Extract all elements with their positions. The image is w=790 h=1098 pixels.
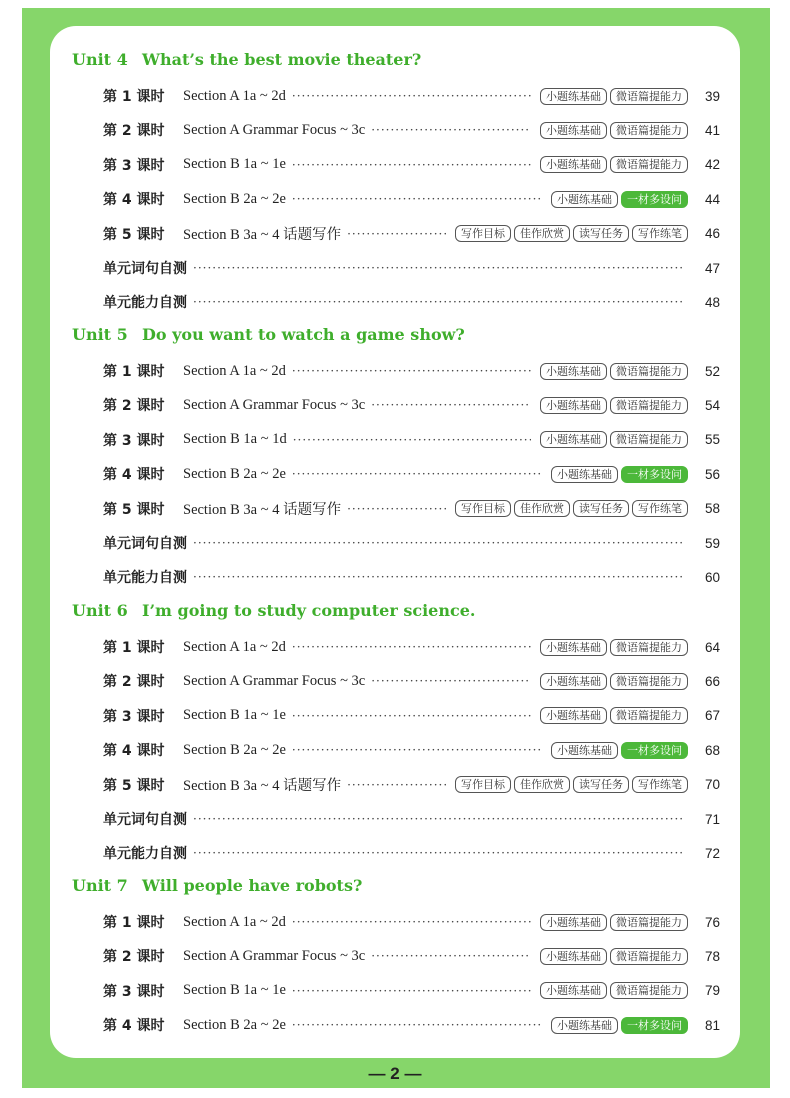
section-title: Section B 2a ~ 2e	[183, 741, 286, 758]
feature-tag: 微语篇提能力	[610, 707, 688, 724]
feature-tag: 微语篇提能力	[610, 948, 688, 965]
dot-leader	[347, 778, 446, 792]
dot-leader	[193, 812, 682, 826]
feature-tag: 微语篇提能力	[610, 397, 688, 414]
page-ref: 55	[704, 432, 720, 448]
feature-tag: 读写任务	[573, 776, 629, 793]
toc-entry[interactable]	[103, 636, 720, 658]
page-ref: 68	[704, 742, 720, 758]
feature-tag: 写作目标	[455, 776, 511, 793]
feature-tag: 微语篇提能力	[610, 363, 688, 380]
lesson-label: 第 5 课时	[103, 501, 165, 518]
section-title: Section A 1a ~ 2d	[183, 638, 286, 655]
feature-tag: 微语篇提能力	[610, 431, 688, 448]
toc-entry[interactable]	[103, 566, 720, 588]
page-ref: 60	[704, 569, 720, 585]
unit-name: What’s the best movie theater?	[142, 50, 422, 69]
lesson-label: 第 1 课时	[103, 364, 165, 380]
toc-entry[interactable]	[103, 739, 720, 761]
section-title: Section B 3a ~ 4 话题写作	[183, 227, 342, 244]
lesson-label: 第 3 课时	[103, 708, 165, 725]
lesson-label: 第 1 课时	[103, 89, 165, 105]
dot-leader	[292, 640, 531, 654]
feature-tag: 微语篇提能力	[610, 88, 688, 105]
feature-tag: 小题练基础	[551, 742, 618, 759]
toc-entry[interactable]	[103, 808, 720, 830]
section-title: Section A 1a ~ 2d	[183, 362, 286, 379]
dot-leader	[292, 467, 542, 481]
dot-leader	[193, 570, 682, 584]
feature-tag: 佳作欣赏	[514, 225, 570, 242]
feature-tag: 读写任务	[573, 500, 629, 517]
unit-title	[72, 325, 465, 344]
section-title: 单元能力自测	[103, 570, 187, 587]
toc-entry[interactable]	[103, 532, 720, 554]
toc-entry[interactable]	[103, 842, 720, 864]
feature-tag: 写作练笔	[632, 776, 688, 793]
toc-entry[interactable]	[103, 498, 720, 520]
section-title: Section A Grammar Focus ~ 3c	[183, 121, 366, 138]
lesson-label: 第 4 课时	[103, 192, 165, 209]
dot-leader	[193, 536, 682, 550]
section-title: Section B 2a ~ 2e	[183, 190, 286, 207]
page-ref: 66	[704, 673, 720, 689]
toc-entry[interactable]	[103, 705, 720, 727]
toc-entry[interactable]	[103, 463, 720, 485]
lesson-label: 第 2 课时	[103, 398, 165, 415]
toc-entry[interactable]	[103, 119, 720, 141]
feature-tag: 一材多设问	[621, 1017, 688, 1034]
feature-tag: 写作目标	[455, 500, 511, 517]
feature-tag: 微语篇提能力	[610, 122, 688, 139]
feature-tag: 微语篇提能力	[610, 673, 688, 690]
page-ref: 46	[704, 226, 720, 242]
feature-tag: 佳作欣赏	[514, 776, 570, 793]
section-title: Section B 1a ~ 1e	[183, 982, 286, 999]
unit-name: Do you want to watch a game show?	[142, 325, 465, 344]
unit-name: Will people have robots?	[142, 876, 363, 895]
dot-leader	[371, 949, 531, 963]
page-ref: 59	[704, 535, 720, 551]
toc-entry[interactable]	[103, 257, 720, 279]
page-ref: 70	[704, 777, 720, 793]
feature-tag: 小题练基础	[540, 431, 607, 448]
feature-tag: 小题练基础	[551, 466, 618, 483]
page-ref: 41	[704, 122, 720, 138]
section-title: Section A Grammar Focus ~ 3c	[183, 672, 366, 689]
toc-entry[interactable]	[103, 1014, 720, 1036]
section-title: 单元词句自测	[103, 261, 187, 277]
feature-tag: 一材多设问	[621, 742, 688, 759]
dot-leader	[193, 295, 682, 309]
unit-title	[72, 50, 421, 69]
dot-leader	[292, 364, 531, 378]
feature-tag: 小题练基础	[540, 397, 607, 414]
lesson-label: 第 4 课时	[103, 743, 165, 760]
lesson-label: 第 2 课时	[103, 949, 165, 966]
unit-number: Unit 5	[72, 325, 128, 344]
dot-leader	[193, 261, 682, 275]
page-ref: 79	[704, 983, 720, 999]
feature-tag: 小题练基础	[540, 156, 607, 173]
toc-entry[interactable]	[103, 223, 720, 245]
lesson-label: 第 4 课时	[103, 467, 165, 484]
dot-leader	[347, 502, 446, 516]
lesson-label: 第 4 课时	[103, 1018, 165, 1035]
page-ref: 44	[704, 191, 720, 207]
dot-leader	[292, 158, 531, 172]
dot-leader	[292, 984, 531, 998]
unit-name: I’m going to study computer science.	[142, 601, 476, 620]
feature-tag: 写作练笔	[632, 500, 688, 517]
section-title: 单元词句自测	[103, 812, 187, 828]
toc-entry[interactable]	[103, 394, 720, 416]
dot-leader	[347, 227, 446, 241]
toc-entry[interactable]	[103, 980, 720, 1002]
unit-number: Unit 6	[72, 601, 128, 620]
page-ref: 42	[704, 157, 720, 173]
dot-leader	[292, 743, 542, 757]
lesson-label: 第 1 课时	[103, 640, 165, 656]
section-title: 单元能力自测	[103, 846, 187, 863]
page-ref: 52	[704, 363, 720, 379]
page-footer: — 2 —	[368, 1064, 422, 1083]
dot-leader	[193, 846, 682, 860]
page-ref: 81	[704, 1017, 720, 1033]
section-title: Section B 3a ~ 4 话题写作	[183, 502, 342, 519]
feature-tag: 小题练基础	[540, 948, 607, 965]
feature-tag: 写作目标	[455, 225, 511, 242]
section-title: Section B 2a ~ 2e	[183, 1016, 286, 1033]
unit-title	[72, 876, 362, 895]
feature-tag: 微语篇提能力	[610, 156, 688, 173]
page-ref: 76	[704, 914, 720, 930]
dot-leader	[371, 674, 531, 688]
page-ref: 78	[704, 948, 720, 964]
page-ref: 47	[704, 260, 720, 276]
lesson-label: 第 2 课时	[103, 123, 165, 140]
page-ref: 39	[704, 88, 720, 104]
toc-entry[interactable]	[103, 429, 720, 451]
feature-tag: 微语篇提能力	[610, 639, 688, 656]
section-title: Section A 1a ~ 2d	[183, 913, 286, 930]
section-title: Section A 1a ~ 2d	[183, 87, 286, 104]
dot-leader	[292, 192, 542, 206]
feature-tag: 小题练基础	[540, 914, 607, 931]
feature-tag: 一材多设问	[621, 466, 688, 483]
dot-leader	[292, 915, 531, 929]
dot-leader	[371, 398, 531, 412]
feature-tag: 小题练基础	[551, 1017, 618, 1034]
section-title: Section B 1a ~ 1e	[183, 707, 286, 724]
page-ref: 48	[704, 294, 720, 310]
feature-tag: 小题练基础	[540, 639, 607, 656]
feature-tag: 写作练笔	[632, 225, 688, 242]
page-number: 2	[390, 1064, 400, 1083]
toc-entry[interactable]	[103, 188, 720, 210]
toc-entry[interactable]	[103, 154, 720, 176]
feature-tag: 读写任务	[573, 225, 629, 242]
lesson-label: 第 1 课时	[103, 915, 165, 931]
page-ref: 56	[704, 466, 720, 482]
unit-number: Unit 4	[72, 50, 128, 69]
dot-leader	[293, 433, 531, 447]
section-title: Section A Grammar Focus ~ 3c	[183, 396, 366, 413]
feature-tag: 微语篇提能力	[610, 982, 688, 999]
page-ref: 67	[704, 708, 720, 724]
lesson-label: 第 2 课时	[103, 674, 165, 691]
dot-leader	[292, 89, 531, 103]
feature-tag: 小题练基础	[540, 982, 607, 999]
unit-number: Unit 7	[72, 876, 128, 895]
page-ref: 54	[704, 397, 720, 413]
dot-leader	[292, 1018, 542, 1032]
section-title: Section A Grammar Focus ~ 3c	[183, 947, 366, 964]
feature-tag: 微语篇提能力	[610, 914, 688, 931]
feature-tag: 小题练基础	[540, 707, 607, 724]
section-title: Section B 1a ~ 1e	[183, 156, 286, 173]
toc-entry[interactable]	[103, 291, 720, 313]
feature-tag: 小题练基础	[540, 88, 607, 105]
toc-entry[interactable]	[103, 945, 720, 967]
feature-tag: 小题练基础	[540, 122, 607, 139]
toc-entry[interactable]	[103, 774, 720, 796]
dot-leader	[292, 709, 531, 723]
feature-tag: 佳作欣赏	[514, 500, 570, 517]
section-title: 单元词句自测	[103, 536, 187, 552]
page-ref: 64	[704, 639, 720, 655]
feature-tag: 一材多设问	[621, 191, 688, 208]
toc-entry[interactable]	[103, 670, 720, 692]
feature-tag: 小题练基础	[540, 363, 607, 380]
toc-entry[interactable]	[103, 911, 720, 933]
section-title: Section B 3a ~ 4 话题写作	[183, 778, 342, 795]
feature-tag: 小题练基础	[540, 673, 607, 690]
page-ref: 72	[704, 845, 720, 861]
lesson-label: 第 5 课时	[103, 226, 165, 243]
lesson-label: 第 5 课时	[103, 777, 165, 794]
unit-title	[72, 601, 475, 620]
lesson-label: 第 3 课时	[103, 432, 165, 449]
toc-entry[interactable]	[103, 360, 720, 382]
section-title: Section B 1a ~ 1d	[183, 431, 287, 448]
lesson-label: 第 3 课时	[103, 157, 165, 174]
page-ref: 58	[704, 501, 720, 517]
section-title: Section B 2a ~ 2e	[183, 465, 286, 482]
toc-entry[interactable]	[103, 85, 720, 107]
section-title: 单元能力自测	[103, 295, 187, 312]
page-ref: 71	[704, 811, 720, 827]
dot-leader	[371, 123, 531, 137]
feature-tag: 小题练基础	[551, 191, 618, 208]
lesson-label: 第 3 课时	[103, 983, 165, 1000]
